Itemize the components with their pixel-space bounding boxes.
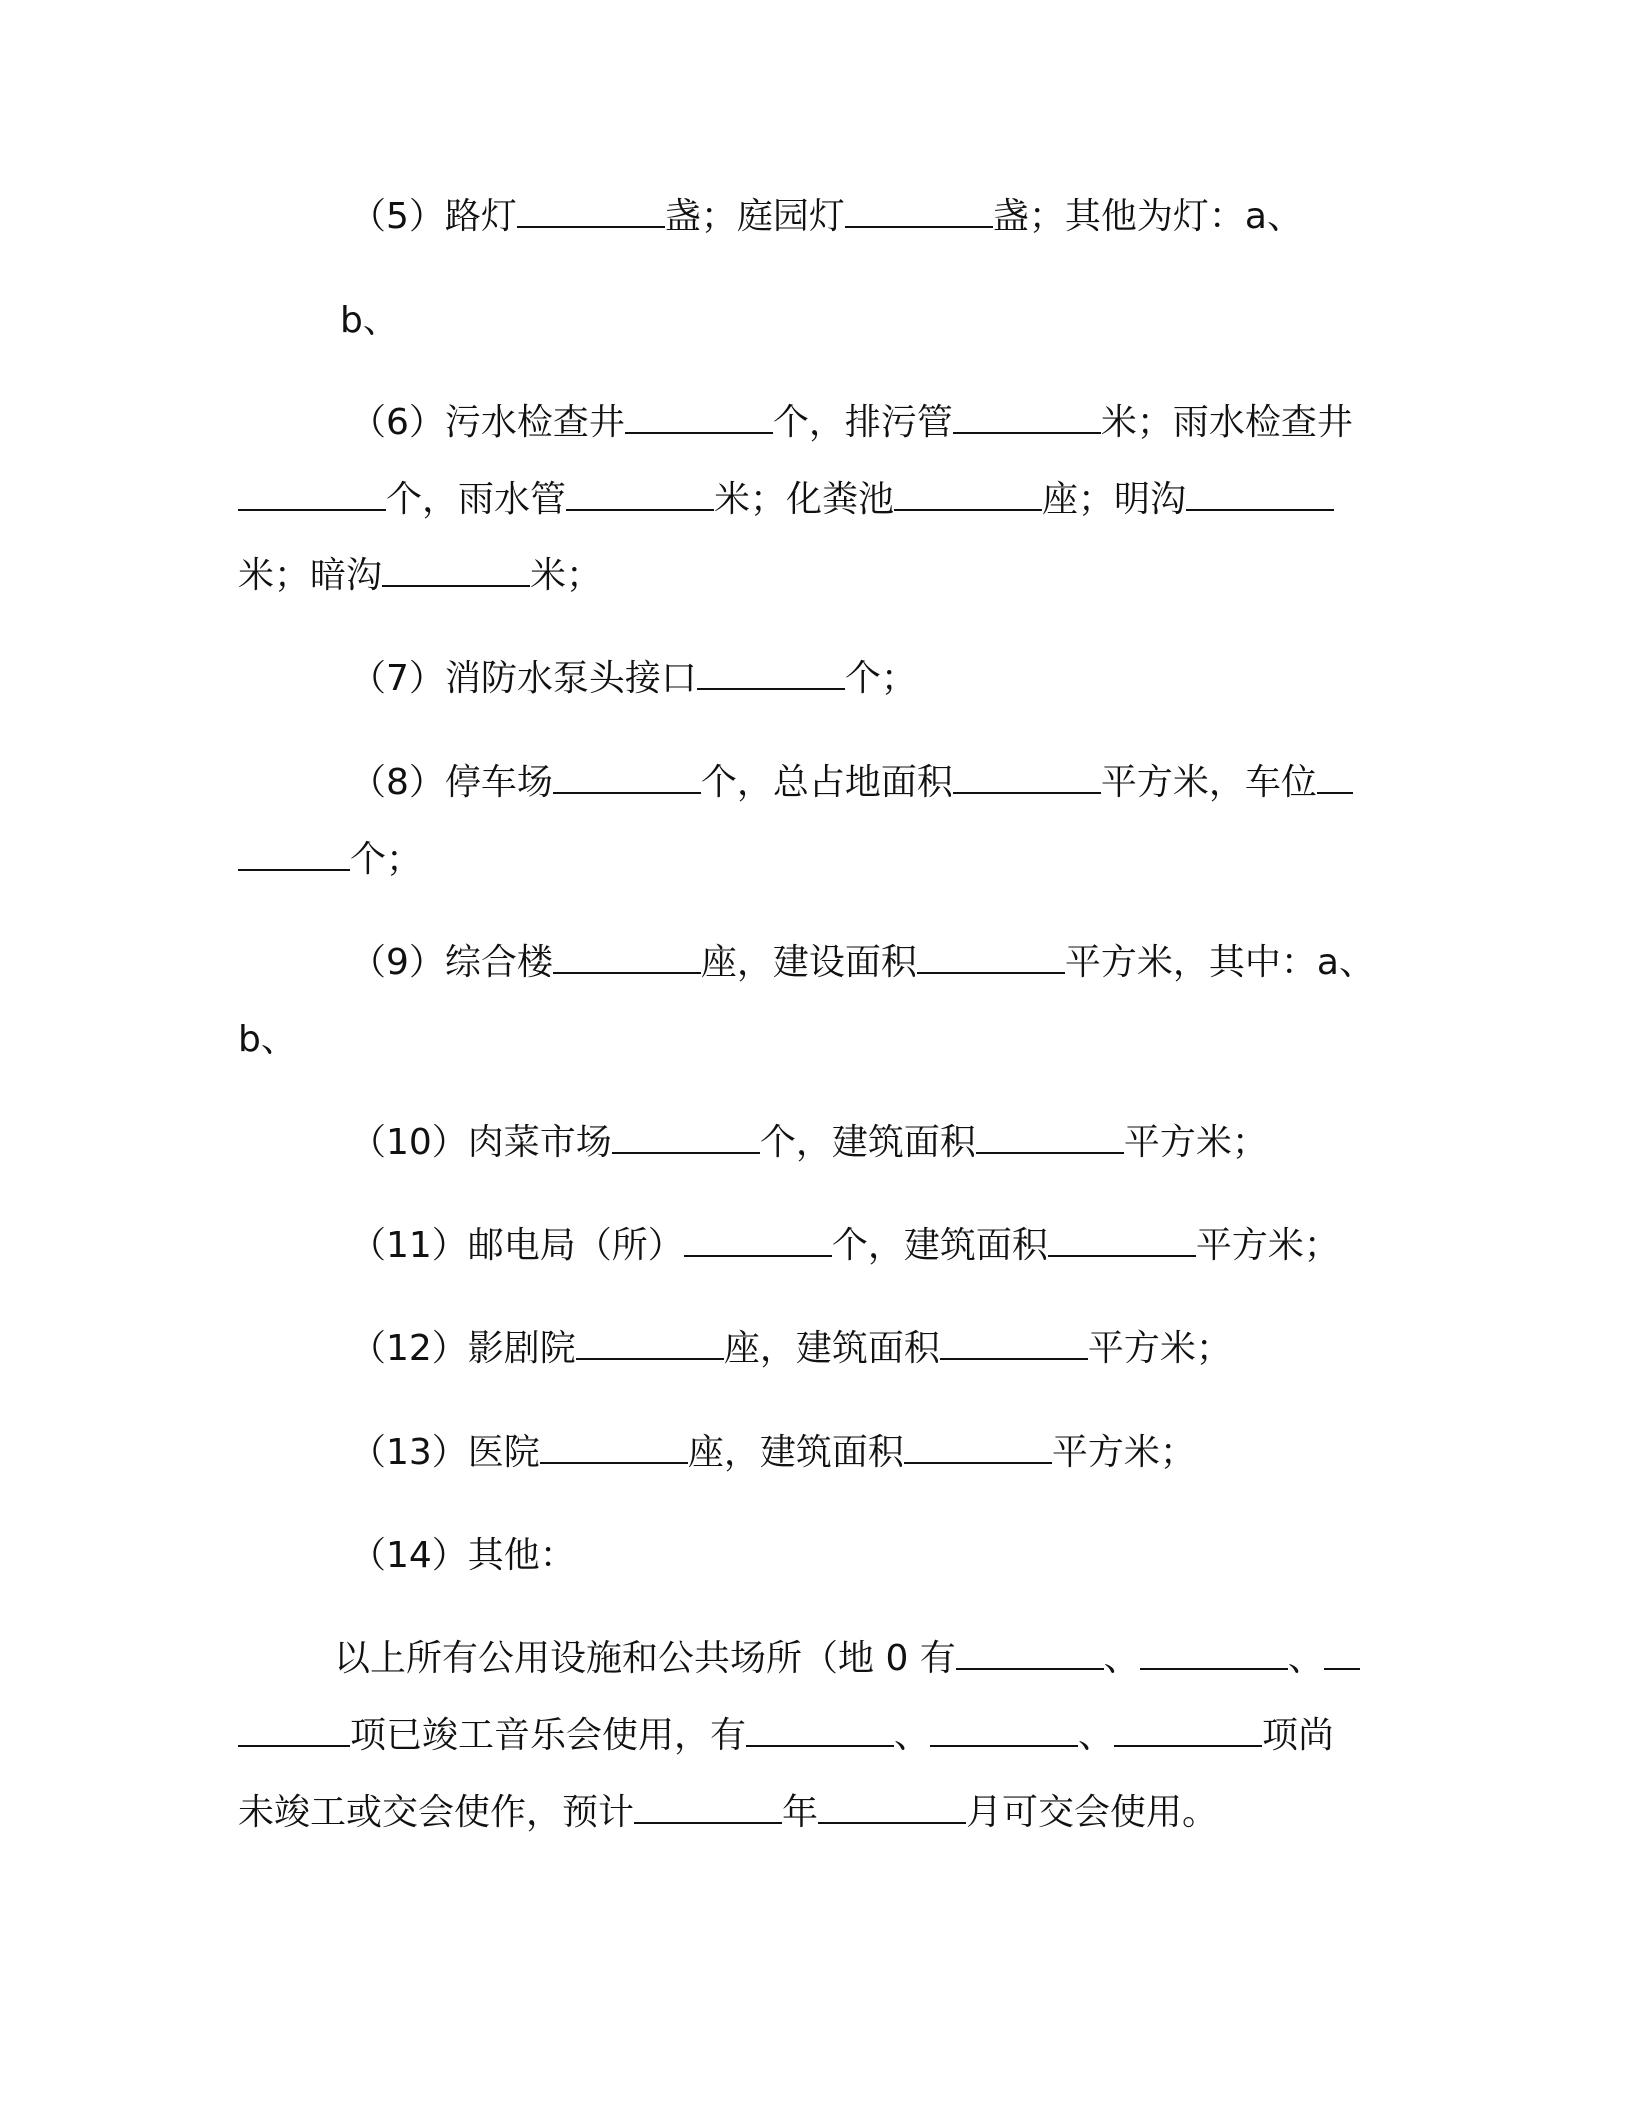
fill-blank[interactable] [953,402,1101,434]
fill-blank[interactable] [684,1225,832,1257]
fill-blank[interactable] [953,762,1101,794]
item-13-text-a: （13）医院 [350,1432,540,1473]
fill-blank[interactable] [540,1432,688,1464]
item-6-text-a: （6）污水检查井 [350,402,625,443]
item-6-line-3 [238,553,602,599]
item-5-text-c: 盏；其他为灯：a、 [992,196,1303,237]
item-8-text-d: 个； [350,839,423,880]
item-10-text-c: 平方米； [1123,1122,1268,1163]
fill-blank[interactable] [976,1122,1124,1154]
summary-text-j: 月可交会使用。 [966,1792,1219,1833]
item-11-text-a: （11）邮电局（所） [350,1225,684,1266]
fill-blank[interactable] [634,1792,782,1824]
item-8-text-c: 平方米，车位 [1100,762,1317,803]
fill-blank[interactable] [930,1715,1078,1747]
fill-blank[interactable] [818,1792,966,1824]
item-14-text-a: （14）其他： [350,1535,576,1576]
item-8-text-a: （8）停车场 [350,762,553,803]
item-13-text-c: 平方米； [1051,1432,1196,1473]
item-6-text-d: 个，雨水管 [386,479,567,520]
summary-text-e: 、 [894,1715,931,1756]
fill-blank[interactable] [238,839,350,871]
item-12-text-b: 座，建筑面积 [723,1328,940,1369]
item-8-line-2 [238,837,422,883]
item-6-line-2 [238,477,1334,523]
fill-blank[interactable] [940,1328,1088,1360]
summary-text-d: 项已竣工音乐会使用，有 [350,1715,747,1756]
fill-blank[interactable] [917,942,1065,974]
item-6-text-h: 米； [530,555,603,596]
fill-blank[interactable] [1048,1225,1196,1257]
item-6-text-g: 米；暗沟 [238,555,383,596]
item-7-line-1 [350,656,917,702]
fill-blank[interactable] [625,402,773,434]
fill-blank[interactable] [1317,762,1353,794]
fill-blank[interactable] [956,1638,1104,1670]
fill-blank[interactable] [1324,1638,1360,1670]
item-9-text-a: （9）综合楼 [350,942,553,983]
item-5-line-1 [350,194,1303,240]
fill-blank[interactable] [382,555,530,587]
item-13-text-b: 座，建筑面积 [687,1432,904,1473]
item-6-text-c: 米；雨水检查井 [1100,402,1353,443]
item-6-text-f: 座；明沟 [1042,479,1187,520]
item-9-text-c: 平方米，其中：a、 [1064,942,1375,983]
summary-text-h: 未竣工或交会使作，预计 [238,1792,635,1833]
item-5-line-2 [340,298,399,344]
summary-text-i: 年 [782,1792,819,1833]
fill-blank[interactable] [553,942,701,974]
item-14-line-1 [350,1533,576,1579]
item-10-text-b: 个，建筑面积 [759,1122,976,1163]
item-9-line-1 [350,940,1375,986]
summary-line-3 [238,1790,1218,1836]
item-11-text-b: 个，建筑面积 [831,1225,1048,1266]
summary-text-a: 以上所有公用设施和公共场所（地 0 有 [334,1638,956,1679]
item-8-text-b: 个，总占地面积 [700,762,953,803]
fill-blank[interactable] [612,1122,760,1154]
summary-text-g: 项尚 [1262,1715,1335,1756]
fill-blank[interactable] [746,1715,894,1747]
item-8-line-1 [350,760,1353,806]
item-12-text-a: （12）影剧院 [350,1328,576,1369]
fill-blank[interactable] [517,196,665,228]
summary-line-1 [334,1636,1360,1682]
item-12-line-1 [350,1326,1232,1372]
item-5-text-d: b、 [340,300,399,341]
fill-blank[interactable] [904,1432,1052,1464]
fill-blank[interactable] [894,479,1042,511]
item-11-line-1 [350,1223,1340,1269]
item-11-text-c: 平方米； [1195,1225,1340,1266]
summary-text-f: 、 [1078,1715,1115,1756]
item-10-line-1 [350,1120,1268,1166]
summary-text-b: 、 [1103,1638,1140,1679]
fill-blank[interactable] [566,479,714,511]
item-5-text-a: （5）路灯 [350,196,517,237]
fill-blank[interactable] [845,196,993,228]
item-7-text-b: 个； [844,658,917,699]
fill-blank[interactable] [576,1328,724,1360]
item-9-text-b: 座，建设面积 [700,942,917,983]
fill-blank[interactable] [238,479,386,511]
fill-blank[interactable] [553,762,701,794]
fill-blank[interactable] [1114,1715,1262,1747]
summary-line-2 [238,1713,1334,1759]
item-7-text-a: （7）消防水泵头接口 [350,658,697,699]
item-9-line-2 [238,1017,297,1063]
fill-blank[interactable] [697,658,845,690]
item-6-text-b: 个，排污管 [772,402,953,443]
item-6-line-1 [350,400,1353,446]
item-6-text-e: 米；化粪池 [714,479,895,520]
summary-text-c: 、 [1287,1638,1324,1679]
item-13-line-1 [350,1430,1196,1476]
item-10-text-a: （10）肉菜市场 [350,1122,612,1163]
fill-blank[interactable] [238,1715,350,1747]
item-5-text-b: 盏；庭园灯 [664,196,845,237]
fill-blank[interactable] [1140,1638,1288,1670]
fill-blank[interactable] [1186,479,1334,511]
item-9-text-d: b、 [238,1019,297,1060]
item-12-text-c: 平方米； [1087,1328,1232,1369]
